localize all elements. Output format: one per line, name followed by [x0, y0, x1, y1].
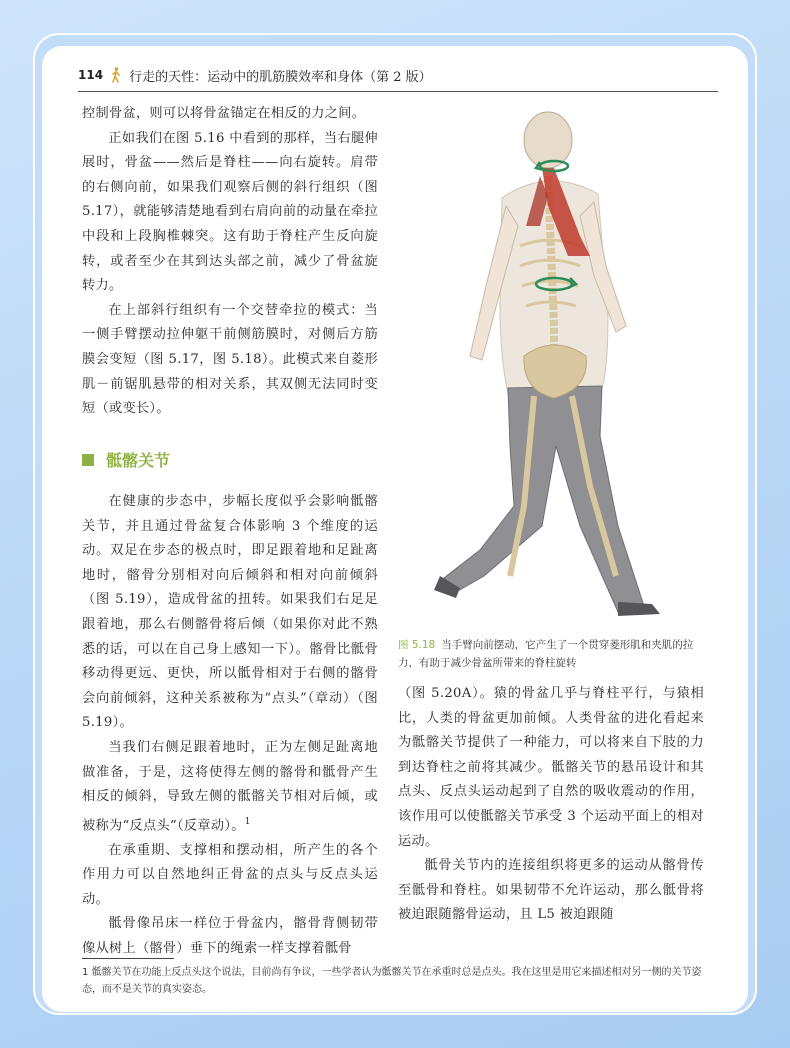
book-title: 行走的天性：运动中的肌筋膜效率和身体（第 2 版）: [129, 69, 432, 85]
paragraph: 骶骨像吊床一样位于骨盆内，髂骨背侧韧带像从树上（髂骨）垂下的绳索一样支撑着骶骨: [82, 916, 378, 957]
footnote-rule: [82, 958, 174, 959]
paragraph-text: 当我们右侧足跟着地时，正为左侧足趾离地做准备，于是，这将使得左侧的髂骨和骶骨产生相反的倾斜，导致左侧的骶髂关节相对后倾，或被称为“反点头”（反章动）。: [82, 739, 378, 834]
right-column: [398, 682, 704, 928]
paragraph: 在承重期、支撑相和摆动相，所产生的各个作用力可以自然地纠正骨盆的点头与反点头运动。: [82, 842, 378, 907]
walker-icon: [111, 67, 121, 83]
footnote-text: 骶髂关节在功能上反点头这个说法，目前尚有争议，一些学者认为骶髂关节在承重时总是点头。我在这里是用它来描述相对另一侧的关节姿态，而不是关节的真实姿态。: [82, 967, 702, 995]
page-number: 114: [78, 68, 104, 82]
paragraph: 在上部斜行组织有一个交替牵拉的模式：当一侧手臂摆动拉伸躯干前侧筋膜时，对侧后方筋膜会变短（图 5.17，图 5.18）。此模式来自菱形肌－前锯肌悬带的相对关系，其双侧无法同时变短（或变长）。: [82, 302, 378, 417]
paragraph: 正如我们在图 5.16 中看到的那样，当右腿伸展时，骨盆——然后是脊柱——向右旋转。肩带的右侧向前，如果我们观察后侧的斜行组织（图 5.17），就能够清楚地看到右肩向前的动量在牵拉中段和上段胸椎棘突。这有助于脊柱产生反向旋转，或者至少在其到达头部之前，减少了骨盆旋转力。: [82, 130, 378, 294]
header-rule: [78, 91, 718, 92]
left-column: [82, 102, 378, 422]
left-column-lower: [82, 490, 378, 962]
paragraph: 控制骨盆，则可以将骨盆锚定在相反的力之间。: [82, 106, 366, 121]
running-head: [78, 64, 718, 86]
caption-text: 当手臂向前摆动，它产生了一个贯穿菱形肌和夹肌的拉力，有助于减少骨盆所带来的脊柱旋转: [398, 639, 694, 669]
paragraph: （图 5.20A）。猿的骨盆几乎与脊柱平行，与猿相比，人类的骨盆更加前倾。人类骨盆的进化看起来为骶髂关节提供了一种能力，可以将来自下肢的力到达脊柱之前将其减少。骶髂关节的悬吊设计和其点头、反点头运动起到了自然的吸收震动的作用，该作用可以使骶髂关节承受 3 个运动平面上的相对运动。: [398, 686, 704, 849]
paragraph: 骶骨关节内的连接组织将更多的运动从髂骨传至骶骨和脊柱。如果韧带不允许运动，那么骶骨将被迫跟随髂骨运动，且 L5 被迫跟随: [398, 858, 704, 923]
section-heading: [82, 448, 170, 471]
footnote-number: 1: [82, 967, 89, 978]
section-title: 骶髂关节: [106, 451, 171, 470]
book-page: [42, 46, 748, 1012]
section-square-icon: [82, 454, 94, 466]
footnote-marker: 1: [244, 816, 251, 827]
walking-skeleton-figure: [430, 106, 670, 626]
footnote: [82, 964, 718, 998]
figure-caption: [398, 636, 704, 672]
figure-label: 图 5.18: [398, 639, 436, 651]
paragraph: [82, 736, 378, 839]
paragraph: 在健康的步态中，步幅长度似乎会影响骶髂关节，并且通过骨盆复合体影响 3 个维度的运动。双足在步态的极点时，即足跟着地和足趾离地时，髂骨分别相对向后倾斜和相对向前倾斜（图 5.19），造成骨盆的扭转。如果我们右足足跟着地，那么右侧髂骨将后倾（如果你对此不熟悉的话，可以在自己身上感知一下）。髂骨比骶骨移动得更远、更快，所以骶骨相对于右侧的髂骨会向前倾斜，这种关系被称为“点头”（章动）（图 5.19）。: [82, 494, 378, 731]
